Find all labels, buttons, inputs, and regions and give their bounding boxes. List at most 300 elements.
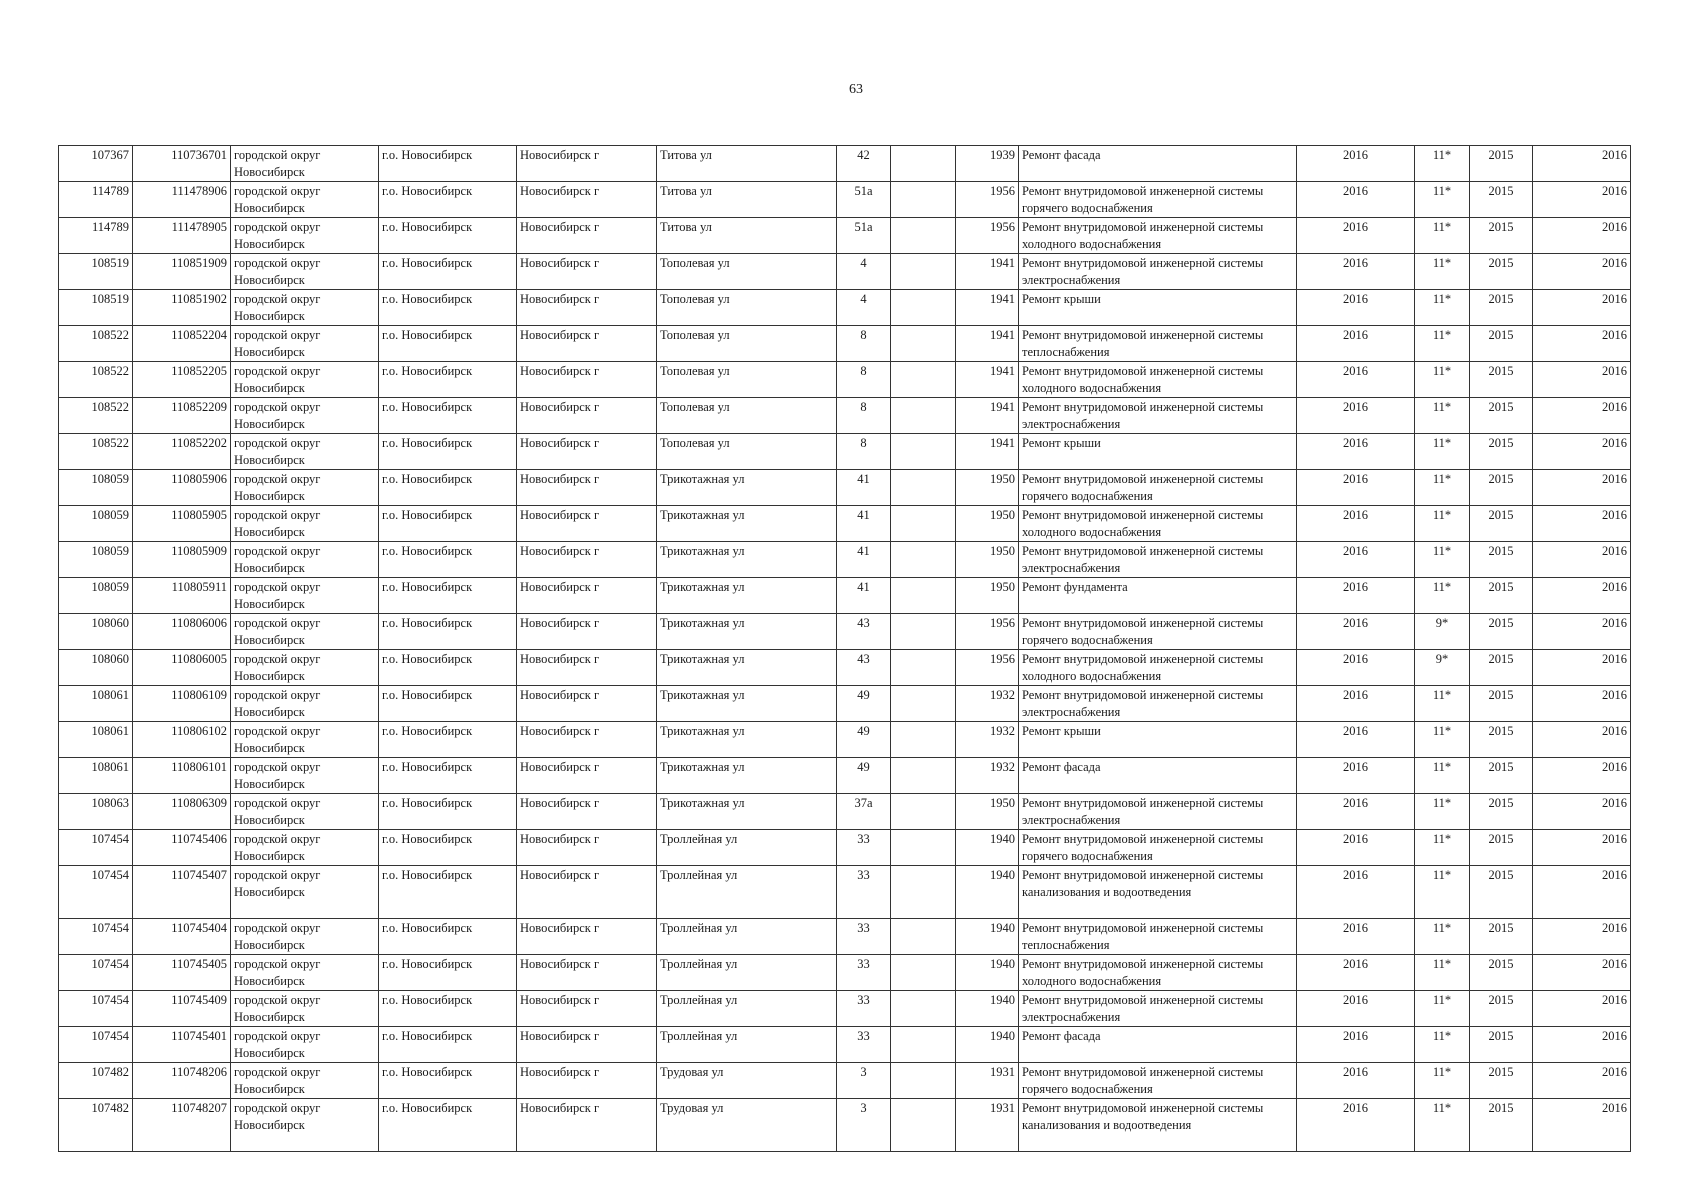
cell-work-type: Ремонт внутридомовой инженерной системы электроснабжения [1019,254,1297,290]
cell-plan-year: 2016 [1297,794,1415,830]
cell-house-id: 107454 [59,830,133,866]
cell-house-number: 8 [837,398,891,434]
table-row [59,506,1631,542]
cell-street: Тополевая ул [657,326,837,362]
cell-house-number: 42 [837,146,891,182]
cell-street: Титова ул [657,218,837,254]
cell-end-year: 2016 [1533,1063,1631,1099]
cell-build-year: 1939 [956,146,1019,182]
table-row [59,326,1631,362]
cell-house-id: 107482 [59,1099,133,1152]
cell-end-year: 2016 [1533,578,1631,614]
cell-count: 11* [1415,182,1470,218]
cell-settlement: Новосибирск г [517,991,657,1027]
cell-settlement: Новосибирск г [517,326,657,362]
cell-street: Троллейная ул [657,991,837,1027]
cell-end-year: 2016 [1533,1099,1631,1152]
cell-empty [891,146,956,182]
cell-count: 11* [1415,686,1470,722]
cell-element-id: 110806005 [133,650,231,686]
cell-build-year: 1956 [956,182,1019,218]
cell-empty [891,434,956,470]
cell-work-type: Ремонт внутридомовой инженерной системы электроснабжения [1019,991,1297,1027]
cell-municipality: городской округ Новосибирск [231,614,379,650]
cell-end-year: 2016 [1533,182,1631,218]
cell-municipal-entity: г.о. Новосибирск [379,830,517,866]
cell-work-type: Ремонт внутридомовой инженерной системы холодного водоснабжения [1019,218,1297,254]
cell-start-year: 2015 [1470,722,1533,758]
cell-work-type: Ремонт внутридомовой инженерной системы горячего водоснабжения [1019,1063,1297,1099]
cell-start-year: 2015 [1470,614,1533,650]
cell-element-id: 111478905 [133,218,231,254]
cell-element-id: 110852209 [133,398,231,434]
cell-municipality: городской округ Новосибирск [231,434,379,470]
cell-house-number: 33 [837,919,891,955]
cell-municipality: городской округ Новосибирск [231,326,379,362]
cell-settlement: Новосибирск г [517,614,657,650]
cell-work-type: Ремонт внутридомовой инженерной системы холодного водоснабжения [1019,650,1297,686]
cell-settlement: Новосибирск г [517,218,657,254]
cell-start-year: 2015 [1470,830,1533,866]
cell-plan-year: 2016 [1297,434,1415,470]
cell-street: Трудовая ул [657,1063,837,1099]
cell-end-year: 2016 [1533,434,1631,470]
cell-settlement: Новосибирск г [517,1063,657,1099]
cell-count: 11* [1415,254,1470,290]
cell-settlement: Новосибирск г [517,722,657,758]
cell-street: Трикотажная ул [657,650,837,686]
cell-start-year: 2015 [1470,326,1533,362]
cell-count: 11* [1415,722,1470,758]
cell-municipal-entity: г.о. Новосибирск [379,794,517,830]
cell-element-id: 110806109 [133,686,231,722]
cell-settlement: Новосибирск г [517,1099,657,1152]
cell-municipality: городской округ Новосибирск [231,991,379,1027]
cell-end-year: 2016 [1533,254,1631,290]
cell-house-number: 49 [837,758,891,794]
cell-municipality: городской округ Новосибирск [231,650,379,686]
cell-start-year: 2015 [1470,1063,1533,1099]
cell-house-id: 107454 [59,991,133,1027]
cell-element-id: 110851902 [133,290,231,326]
cell-house-id: 108060 [59,614,133,650]
cell-count: 11* [1415,146,1470,182]
cell-plan-year: 2016 [1297,1027,1415,1063]
cell-house-id: 107454 [59,1027,133,1063]
cell-house-id: 108522 [59,326,133,362]
cell-municipal-entity: г.о. Новосибирск [379,578,517,614]
cell-empty [891,326,956,362]
cell-house-id: 108061 [59,722,133,758]
cell-element-id: 110852204 [133,326,231,362]
cell-municipality: городской округ Новосибирск [231,578,379,614]
cell-municipality: городской округ Новосибирск [231,398,379,434]
cell-house-id: 108519 [59,254,133,290]
cell-house-number: 8 [837,326,891,362]
cell-build-year: 1941 [956,362,1019,398]
cell-count: 11* [1415,290,1470,326]
cell-municipality: городской округ Новосибирск [231,254,379,290]
cell-start-year: 2015 [1470,758,1533,794]
cell-build-year: 1932 [956,758,1019,794]
cell-start-year: 2015 [1470,506,1533,542]
cell-street: Трикотажная ул [657,470,837,506]
cell-count: 11* [1415,218,1470,254]
cell-house-id: 114789 [59,218,133,254]
cell-build-year: 1940 [956,830,1019,866]
cell-empty [891,794,956,830]
cell-work-type: Ремонт внутридомовой инженерной системы теплоснабжения [1019,326,1297,362]
cell-house-number: 33 [837,991,891,1027]
cell-plan-year: 2016 [1297,254,1415,290]
table-row [59,470,1631,506]
cell-settlement: Новосибирск г [517,506,657,542]
cell-start-year: 2015 [1470,254,1533,290]
cell-settlement: Новосибирск г [517,830,657,866]
cell-house-id: 108063 [59,794,133,830]
cell-count: 9* [1415,650,1470,686]
cell-work-type: Ремонт внутридомовой инженерной системы холодного водоснабжения [1019,362,1297,398]
cell-start-year: 2015 [1470,1099,1533,1152]
table-row [59,794,1631,830]
cell-build-year: 1941 [956,290,1019,326]
cell-count: 11* [1415,362,1470,398]
cell-build-year: 1940 [956,955,1019,991]
cell-street: Троллейная ул [657,830,837,866]
cell-street: Троллейная ул [657,1027,837,1063]
cell-house-number: 41 [837,506,891,542]
cell-settlement: Новосибирск г [517,794,657,830]
cell-house-id: 108059 [59,542,133,578]
cell-end-year: 2016 [1533,326,1631,362]
cell-element-id: 110806102 [133,722,231,758]
cell-settlement: Новосибирск г [517,182,657,218]
cell-municipal-entity: г.о. Новосибирск [379,146,517,182]
cell-settlement: Новосибирск г [517,254,657,290]
cell-plan-year: 2016 [1297,326,1415,362]
cell-settlement: Новосибирск г [517,955,657,991]
cell-street: Тополевая ул [657,434,837,470]
cell-count: 11* [1415,830,1470,866]
cell-end-year: 2016 [1533,686,1631,722]
cell-empty [891,919,956,955]
cell-element-id: 110852205 [133,362,231,398]
cell-empty [891,398,956,434]
cell-municipality: городской округ Новосибирск [231,470,379,506]
cell-start-year: 2015 [1470,866,1533,919]
cell-street: Титова ул [657,146,837,182]
table-row [59,182,1631,218]
cell-house-number: 49 [837,722,891,758]
capital-repair-table [58,145,1631,1152]
table-row [59,290,1631,326]
cell-count: 11* [1415,794,1470,830]
cell-municipal-entity: г.о. Новосибирск [379,398,517,434]
cell-build-year: 1956 [956,614,1019,650]
cell-municipal-entity: г.о. Новосибирск [379,1099,517,1152]
cell-municipal-entity: г.о. Новосибирск [379,955,517,991]
cell-build-year: 1932 [956,686,1019,722]
cell-municipal-entity: г.о. Новосибирск [379,434,517,470]
cell-street: Трудовая ул [657,1099,837,1152]
cell-municipal-entity: г.о. Новосибирск [379,686,517,722]
cell-plan-year: 2016 [1297,290,1415,326]
cell-work-type: Ремонт внутридомовой инженерной системы электроснабжения [1019,794,1297,830]
cell-house-number: 33 [837,955,891,991]
cell-house-number: 51а [837,218,891,254]
cell-empty [891,758,956,794]
cell-municipal-entity: г.о. Новосибирск [379,1063,517,1099]
cell-house-id: 107454 [59,919,133,955]
cell-work-type: Ремонт фасада [1019,1027,1297,1063]
cell-plan-year: 2016 [1297,919,1415,955]
cell-municipality: городской округ Новосибирск [231,362,379,398]
cell-settlement: Новосибирск г [517,398,657,434]
cell-empty [891,1063,956,1099]
cell-work-type: Ремонт внутридомовой инженерной системы горячего водоснабжения [1019,182,1297,218]
cell-house-number: 8 [837,434,891,470]
cell-element-id: 111478906 [133,182,231,218]
cell-count: 11* [1415,758,1470,794]
cell-work-type: Ремонт внутридомовой инженерной системы теплоснабжения [1019,919,1297,955]
cell-element-id: 110805905 [133,506,231,542]
cell-build-year: 1950 [956,578,1019,614]
table-row [59,866,1631,919]
cell-element-id: 110745404 [133,919,231,955]
cell-empty [891,362,956,398]
cell-plan-year: 2016 [1297,722,1415,758]
cell-house-id: 114789 [59,182,133,218]
cell-house-id: 108522 [59,398,133,434]
cell-end-year: 2016 [1533,955,1631,991]
cell-work-type: Ремонт крыши [1019,722,1297,758]
cell-build-year: 1950 [956,542,1019,578]
cell-count: 11* [1415,470,1470,506]
cell-settlement: Новосибирск г [517,434,657,470]
table-body [59,146,1631,1152]
table-row [59,1099,1631,1152]
cell-house-id: 107367 [59,146,133,182]
cell-end-year: 2016 [1533,830,1631,866]
cell-street: Трикотажная ул [657,506,837,542]
cell-start-year: 2015 [1470,650,1533,686]
table-row [59,722,1631,758]
cell-house-id: 107482 [59,1063,133,1099]
cell-count: 11* [1415,434,1470,470]
cell-element-id: 110745407 [133,866,231,919]
cell-plan-year: 2016 [1297,686,1415,722]
cell-empty [891,1027,956,1063]
cell-build-year: 1931 [956,1063,1019,1099]
table-row [59,542,1631,578]
cell-element-id: 110806006 [133,614,231,650]
cell-settlement: Новосибирск г [517,542,657,578]
cell-end-year: 2016 [1533,991,1631,1027]
cell-empty [891,506,956,542]
cell-build-year: 1940 [956,1027,1019,1063]
table-row [59,614,1631,650]
cell-street: Трикотажная ул [657,794,837,830]
cell-element-id: 110748207 [133,1099,231,1152]
cell-count: 11* [1415,866,1470,919]
cell-settlement: Новосибирск г [517,578,657,614]
cell-element-id: 110736701 [133,146,231,182]
cell-municipality: городской округ Новосибирск [231,290,379,326]
cell-element-id: 110806309 [133,794,231,830]
table-row [59,1063,1631,1099]
cell-build-year: 1950 [956,506,1019,542]
cell-start-year: 2015 [1470,362,1533,398]
cell-settlement: Новосибирск г [517,1027,657,1063]
cell-municipality: городской округ Новосибирск [231,722,379,758]
cell-house-number: 8 [837,362,891,398]
cell-house-number: 3 [837,1099,891,1152]
cell-street: Трикотажная ул [657,578,837,614]
cell-municipal-entity: г.о. Новосибирск [379,758,517,794]
cell-end-year: 2016 [1533,614,1631,650]
cell-street: Тополевая ул [657,254,837,290]
cell-end-year: 2016 [1533,146,1631,182]
cell-plan-year: 2016 [1297,830,1415,866]
cell-end-year: 2016 [1533,919,1631,955]
cell-build-year: 1950 [956,794,1019,830]
cell-start-year: 2015 [1470,991,1533,1027]
cell-element-id: 110852202 [133,434,231,470]
cell-house-number: 4 [837,254,891,290]
cell-end-year: 2016 [1533,650,1631,686]
cell-settlement: Новосибирск г [517,919,657,955]
cell-count: 11* [1415,398,1470,434]
table-row [59,955,1631,991]
cell-count: 11* [1415,991,1470,1027]
cell-settlement: Новосибирск г [517,650,657,686]
cell-municipal-entity: г.о. Новосибирск [379,614,517,650]
cell-end-year: 2016 [1533,218,1631,254]
cell-build-year: 1956 [956,218,1019,254]
cell-settlement: Новосибирск г [517,866,657,919]
cell-house-id: 107454 [59,955,133,991]
cell-work-type: Ремонт внутридомовой инженерной системы электроснабжения [1019,686,1297,722]
cell-street: Трикотажная ул [657,542,837,578]
cell-element-id: 110806101 [133,758,231,794]
table-row [59,1027,1631,1063]
cell-municipal-entity: г.о. Новосибирск [379,722,517,758]
cell-municipal-entity: г.о. Новосибирск [379,470,517,506]
cell-house-number: 33 [837,1027,891,1063]
cell-street: Троллейная ул [657,866,837,919]
cell-start-year: 2015 [1470,470,1533,506]
cell-build-year: 1940 [956,866,1019,919]
cell-build-year: 1941 [956,254,1019,290]
cell-end-year: 2016 [1533,398,1631,434]
cell-municipal-entity: г.о. Новосибирск [379,542,517,578]
cell-element-id: 110745405 [133,955,231,991]
cell-plan-year: 2016 [1297,614,1415,650]
cell-work-type: Ремонт фасада [1019,758,1297,794]
cell-empty [891,470,956,506]
cell-count: 11* [1415,326,1470,362]
cell-end-year: 2016 [1533,290,1631,326]
cell-work-type: Ремонт крыши [1019,290,1297,326]
cell-house-number: 43 [837,614,891,650]
cell-build-year: 1940 [956,919,1019,955]
cell-start-year: 2015 [1470,794,1533,830]
cell-house-number: 37а [837,794,891,830]
cell-work-type: Ремонт внутридомовой инженерной системы горячего водоснабжения [1019,470,1297,506]
cell-house-number: 33 [837,830,891,866]
cell-start-year: 2015 [1470,578,1533,614]
cell-empty [891,722,956,758]
cell-start-year: 2015 [1470,1027,1533,1063]
cell-municipal-entity: г.о. Новосибирск [379,218,517,254]
cell-plan-year: 2016 [1297,955,1415,991]
cell-plan-year: 2016 [1297,182,1415,218]
cell-house-number: 43 [837,650,891,686]
cell-plan-year: 2016 [1297,146,1415,182]
cell-municipality: городской округ Новосибирск [231,1027,379,1063]
cell-work-type: Ремонт внутридомовой инженерной системы горячего водоснабжения [1019,830,1297,866]
cell-build-year: 1941 [956,398,1019,434]
cell-municipality: городской округ Новосибирск [231,794,379,830]
cell-plan-year: 2016 [1297,1063,1415,1099]
cell-house-id: 108522 [59,362,133,398]
table-row [59,830,1631,866]
cell-house-id: 108522 [59,434,133,470]
cell-start-year: 2015 [1470,146,1533,182]
cell-empty [891,578,956,614]
cell-street: Тополевая ул [657,362,837,398]
cell-empty [891,686,956,722]
cell-municipal-entity: г.о. Новосибирск [379,650,517,686]
cell-empty [891,955,956,991]
table-row [59,758,1631,794]
cell-end-year: 2016 [1533,722,1631,758]
cell-municipality: городской округ Новосибирск [231,542,379,578]
cell-plan-year: 2016 [1297,506,1415,542]
cell-street: Трикотажная ул [657,758,837,794]
cell-municipality: городской округ Новосибирск [231,506,379,542]
cell-count: 11* [1415,542,1470,578]
cell-plan-year: 2016 [1297,470,1415,506]
cell-start-year: 2015 [1470,542,1533,578]
cell-municipality: городской округ Новосибирск [231,686,379,722]
cell-end-year: 2016 [1533,542,1631,578]
table-row [59,650,1631,686]
cell-element-id: 110745409 [133,991,231,1027]
table-row [59,146,1631,182]
cell-start-year: 2015 [1470,182,1533,218]
cell-build-year: 1956 [956,650,1019,686]
cell-house-number: 41 [837,542,891,578]
table-row [59,991,1631,1027]
cell-start-year: 2015 [1470,919,1533,955]
cell-house-number: 33 [837,866,891,919]
cell-end-year: 2016 [1533,362,1631,398]
cell-plan-year: 2016 [1297,578,1415,614]
cell-empty [891,1099,956,1152]
cell-plan-year: 2016 [1297,398,1415,434]
cell-municipality: городской округ Новосибирск [231,146,379,182]
cell-street: Троллейная ул [657,955,837,991]
table-row [59,398,1631,434]
cell-plan-year: 2016 [1297,758,1415,794]
cell-house-number: 4 [837,290,891,326]
cell-house-id: 108060 [59,650,133,686]
cell-start-year: 2015 [1470,398,1533,434]
cell-house-id: 108061 [59,758,133,794]
cell-build-year: 1941 [956,326,1019,362]
cell-house-id: 108059 [59,470,133,506]
